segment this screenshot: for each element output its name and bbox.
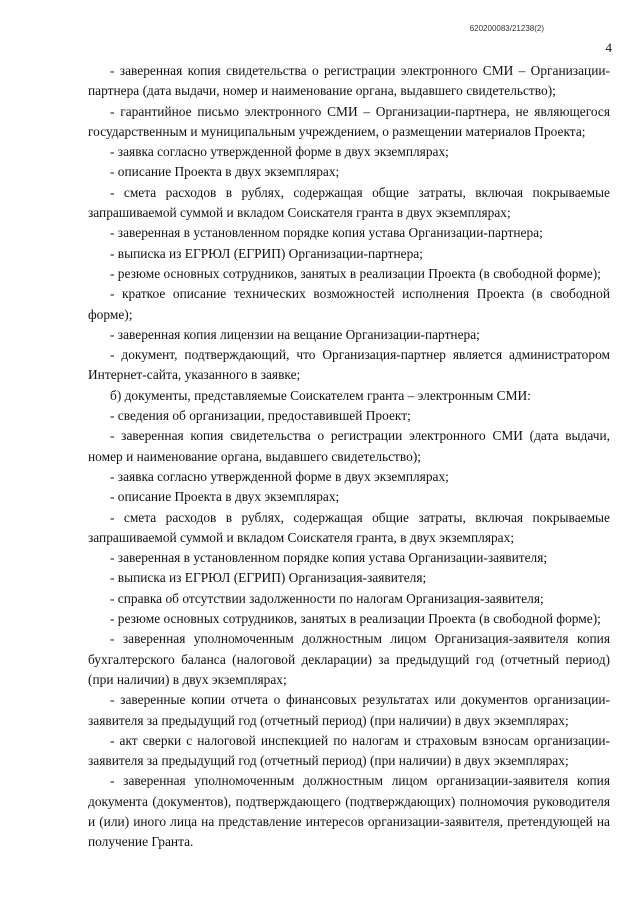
section-heading: б) документы, представляемые Соискателем гранта – электронным СМИ: — [110, 387, 531, 403]
paragraph: - заверенная копия свидетельства о регистрации электронного СМИ – Организации-партнера (дата выдачи, номер и наименование органа, выдавшего свидетельство); — [88, 63, 610, 99]
paragraph: - выписка из ЕГРЮЛ (ЕГРИП) Организация-заявителя; — [110, 570, 427, 586]
paragraph: - заявка согласно утвержденной форме в двух экземплярах; — [110, 468, 449, 484]
paragraph: - смета расходов в рублях, содержащая общие затраты, включая покрываемые запрашиваемой суммой и вкладом Соискателя гранта в двух экземплярах; — [88, 184, 610, 221]
paragraph: - заверенная в установленном порядке копия устава Организации-заявителя; — [110, 550, 548, 566]
page-number: 4 — [605, 40, 612, 55]
paragraph: - заверенная в установленном порядке копия устава Организации-партнера; — [110, 225, 543, 241]
document-body — [88, 61, 610, 853]
paragraph: - заверенная уполномоченным должностным лицом организации-заявителя копия документа (документов), подтверждающего (подтверждающих) полномочия руководителя и (или) иного лица на представление интересов организации-заявителя, претендующей на получение Гранта. — [88, 773, 610, 850]
paragraph: - резюме основных сотрудников, занятых в реализации Проекта (в свободной форме); — [110, 611, 601, 627]
paragraph: - акт сверки с налоговой инспекцией по налогам и страховым взносам организации-заявителя за предыдущий год (отчетный период) (при наличии) в двух экземплярах; — [88, 732, 610, 769]
paragraph: - документ, подтверждающий, что Организация-партнер является администратором Интернет-сайта, указанного в заявке; — [88, 347, 610, 383]
paragraph: - описание Проекта в двух экземплярах; — [110, 164, 340, 180]
paragraph: - выписка из ЕГРЮЛ (ЕГРИП) Организации-партнера; — [110, 245, 423, 261]
document-number: 620200083/21238(2) — [469, 24, 544, 33]
paragraph: - заверенная уполномоченным должностным лицом Организация-заявителя копия бухгалтерского баланса (налоговой декларации) за предыдущий год (отчетный период) (при наличии) в двух экземплярах; — [88, 631, 610, 687]
paragraph: - описание Проекта в двух экземплярах; — [110, 489, 340, 505]
paragraph: - смета расходов в рублях, содержащая общие затраты, включая покрываемые запрашиваемой суммой и вкладом Соискателя гранта, в двух экземплярах; — [88, 509, 610, 545]
paragraph: - заверенная копия лицензии на вещание Организации-партнера; — [110, 326, 480, 342]
paragraph: - заявка согласно утвержденной форме в двух экземплярах; — [110, 144, 449, 160]
paragraph: - сведения об организации, предоставившей Проект; — [110, 408, 411, 424]
paragraph: - гарантийное письмо электронного СМИ – Организации-партнера, не являющегося государственным и муниципальным учреждением, о размещении материалов Проекта; — [88, 103, 610, 139]
paragraph: - справка об отсутствии задолженности по налогам Организация-заявителя; — [110, 590, 544, 606]
paragraph: - резюме основных сотрудников, занятых в реализации Проекта (в свободной форме); — [110, 265, 601, 281]
paragraph: - краткое описание технических возможностей исполнения Проекта (в свободной форме); — [88, 286, 610, 322]
paragraph: - заверенная копия свидетельства о регистрации электронного СМИ (дата выдачи, номер и наименование органа, выдавшего свидетельство); — [88, 428, 610, 464]
paragraph: - заверенные копии отчета о финансовых результатах или документов организации-заявителя за предыдущий год (отчетный период) (при наличии) в двух экземплярах; — [88, 692, 610, 728]
